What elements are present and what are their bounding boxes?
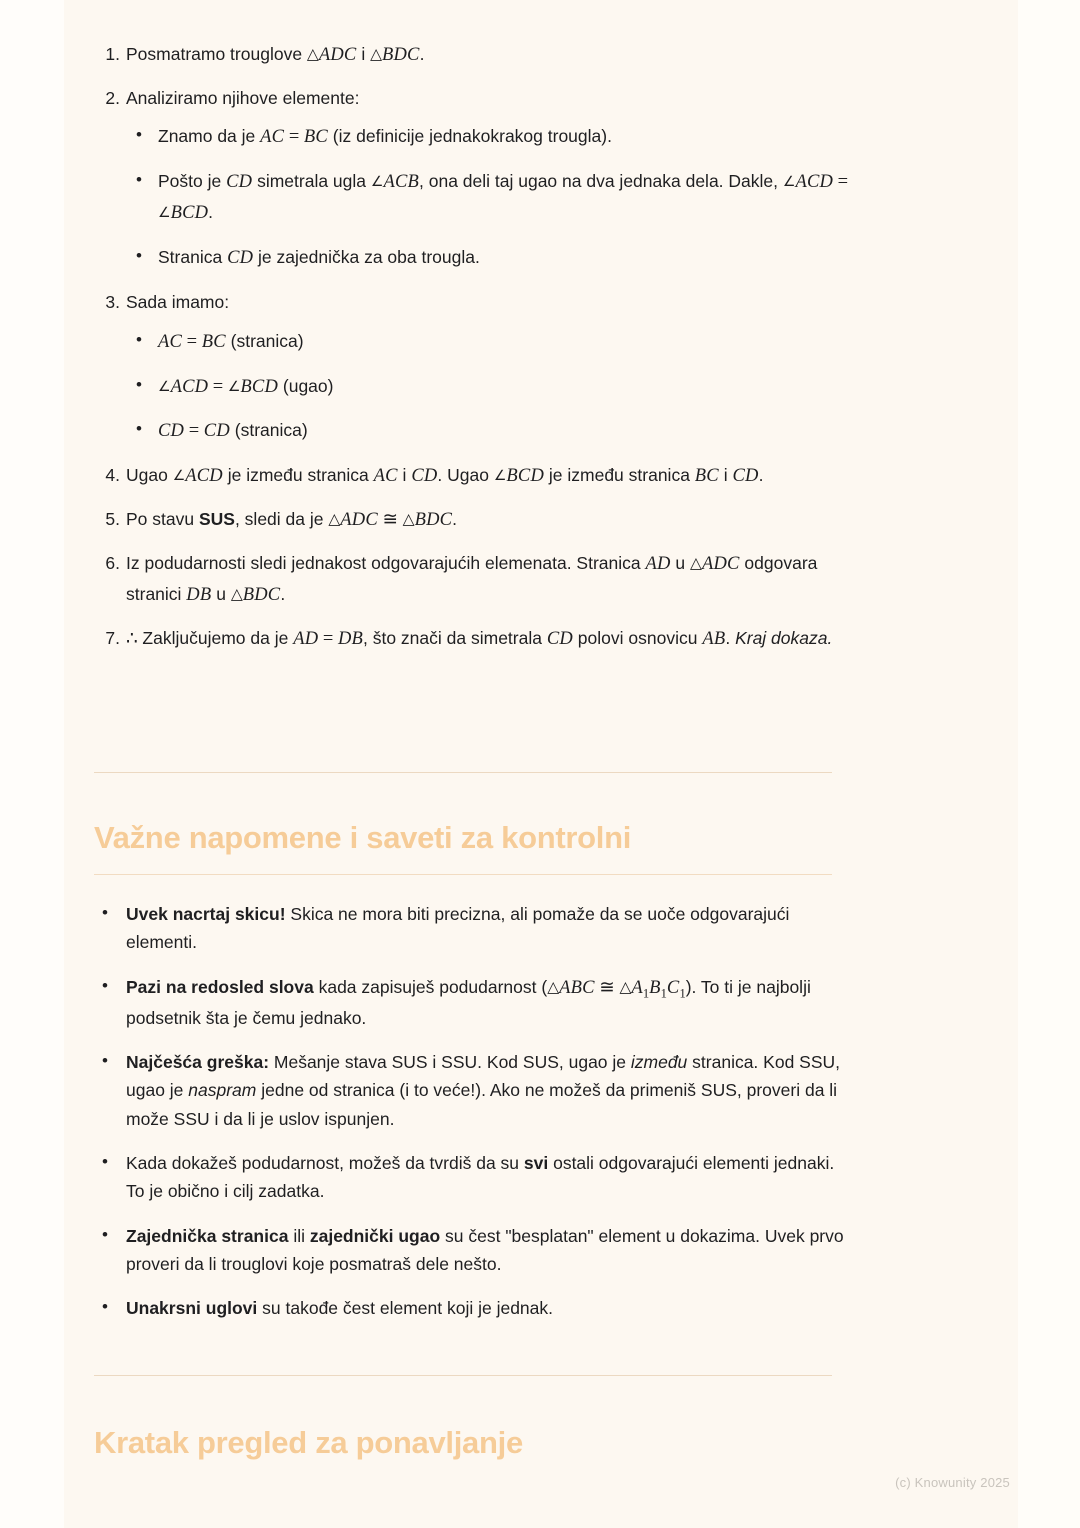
proof-step-text (126, 465, 763, 485)
tip-item (94, 1222, 854, 1279)
triangle-icon: △ (690, 554, 702, 573)
substep-text: Znamo da je (158, 126, 261, 147)
substep-text: (ugao) (278, 375, 334, 396)
tip-math-var: ABC (559, 977, 595, 998)
step-text: i (718, 465, 733, 486)
tip-math-var: C (666, 977, 680, 998)
step-italic: Kraj dokaza. (735, 628, 833, 649)
step-text: je između stranica (222, 465, 374, 486)
step-math-var: CD (546, 629, 573, 650)
section-divider-bottom (94, 1375, 832, 1376)
proof-step-text (126, 628, 832, 648)
substep-math-var: BC (303, 127, 328, 148)
tip-math-subscript: 1 (660, 986, 667, 1001)
substep-math-op: = (208, 376, 228, 397)
step-text: Ugao (126, 465, 173, 486)
step-emphasis: SUS (198, 509, 235, 530)
tip-text: su čest "besplatan" element u dokazima. Uvek prvo proveri da li trouglovi koje posmatraš dele nešto. (126, 1225, 844, 1275)
step-math-var: ADC (701, 554, 740, 575)
triangle-icon: △ (230, 585, 243, 604)
tip-item (94, 900, 854, 957)
proof-step-text (126, 292, 229, 312)
step-math-var: ADC (318, 45, 357, 65)
substep-text: . (208, 202, 214, 223)
page-left-margin (0, 0, 64, 1528)
tip-emphasis: Unakrsni uglovi (126, 1298, 258, 1319)
tip-text: Skica ne mora biti precizna, ali pomaže da se uoče odgovarajući elementi. (126, 904, 790, 953)
proof-substep (126, 327, 862, 358)
substep-text: , ona deli taj ugao na dva jednaka dela. Dakle, (419, 171, 783, 192)
tip-item (94, 973, 854, 1032)
angle-icon: ∠ (172, 468, 186, 485)
proof-step (94, 84, 862, 274)
substep-math-var: BCD (170, 203, 209, 224)
triangle-icon: △ (619, 977, 632, 996)
tip-text: Kada dokažeš podudarnost, možeš da tvrdiš da su (126, 1153, 524, 1174)
proof-steps-list (94, 40, 862, 655)
step-text: Posmatramo trouglove (126, 44, 307, 64)
substep-math-var: BC (201, 331, 226, 352)
substep-text: Pošto je (158, 171, 227, 192)
proof-step-text (126, 509, 457, 529)
substep-text: je zajednička za oba trougla. (253, 247, 480, 268)
substep-text: Stranica (158, 247, 228, 268)
tip-emphasis: Pazi na redosled slova (126, 976, 314, 997)
step-text: i (397, 465, 412, 486)
copyright-watermark: (c) Knowunity 2025 (895, 1475, 1010, 1490)
step-math-op: ∴ (126, 629, 143, 650)
tip-text: kada zapisuješ podudarnost ( (313, 976, 548, 997)
step-math-var: AC (373, 466, 398, 487)
proof-step-number: 2. (105, 87, 120, 108)
substep-math-var: CD (227, 248, 254, 269)
tip-item (94, 1294, 854, 1322)
step-text: . (280, 584, 286, 605)
substep-math-var: CD (226, 172, 253, 193)
step-math-var: AB (702, 629, 726, 650)
step-math-var: BDC (242, 585, 281, 606)
tip-math-op: ≅ (594, 977, 620, 998)
tip-text: Mešanje stava SUS i SSU. Kod SUS, ugao je (269, 1052, 631, 1072)
substep-math-var: AC (260, 127, 285, 148)
step-math-var: AD (293, 629, 319, 650)
proof-step-number: 3. (105, 292, 120, 313)
summary-section-title: Kratak pregled za ponavljanje (94, 1425, 523, 1460)
angle-icon: ∠ (370, 174, 384, 191)
step-math-var: AD (645, 554, 671, 575)
proof-substep (126, 122, 862, 153)
triangle-icon: △ (370, 45, 382, 63)
substep-math-var: CD (203, 421, 230, 442)
substep-math-var: ACD (795, 172, 834, 193)
step-math-var: ADC (340, 510, 378, 531)
tip-text: jedne od stranica (i to veće!). Ako ne možeš da primeniš SUS, proveri da li može SSU i da li je uslov ispunjen. (126, 1080, 838, 1129)
substep-math-var: ACD (170, 376, 209, 397)
step-text: Po stavu (126, 509, 199, 530)
tip-math-var: B (649, 977, 661, 998)
triangle-icon: △ (328, 510, 341, 529)
proof-step (94, 461, 862, 492)
substep-math-var: ACB (383, 172, 419, 193)
angle-icon: ∠ (493, 468, 507, 485)
step-text: je između stranica (544, 465, 695, 486)
step-text: . (725, 628, 736, 649)
step-math-var: CD (411, 466, 438, 487)
step-text: u (211, 584, 231, 605)
proof-step (94, 40, 862, 71)
tip-emphasis: zajednički ugao (309, 1225, 441, 1246)
step-text: . (452, 509, 458, 530)
tip-italic: naspram (188, 1080, 257, 1101)
step-math-var: DB (337, 629, 363, 650)
substep-math-op: = (182, 331, 202, 352)
step-text: odgovara stranici (126, 553, 818, 605)
step-math-var: ACD (185, 466, 223, 487)
step-text: Analiziramo njihove elemente: (126, 87, 360, 108)
proof-step-text (126, 88, 359, 108)
proof-substep-list (126, 122, 862, 274)
step-text: Sada imamo: (126, 292, 230, 313)
proof-step-text (126, 44, 424, 64)
substep-text: (iz definicije jednakokrakog trougla). (327, 126, 612, 147)
substep-math-op: = (833, 172, 849, 193)
step-text: u (670, 553, 691, 574)
angle-icon: ∠ (782, 174, 796, 191)
substep-math-op: = (184, 421, 204, 442)
step-text: . (758, 465, 764, 486)
tip-text: stranica. Kod SSU, ugao je (126, 1052, 841, 1101)
tip-math-subscript: 1 (679, 986, 686, 1001)
tips-list (94, 900, 854, 1339)
tip-emphasis: Uvek nacrtaj skicu! (126, 904, 286, 924)
substep-math-op: = (284, 127, 304, 148)
proof-step (94, 624, 862, 655)
step-math-var: DB (186, 585, 212, 606)
tip-item (94, 1048, 854, 1133)
substep-text: (stranica) (225, 330, 304, 351)
substep-text: (stranica) (229, 420, 308, 441)
substep-math-var: AC (158, 331, 183, 352)
notes-title-rule (94, 874, 832, 875)
step-text: i (356, 44, 371, 64)
proof-step-number: 4. (105, 465, 120, 486)
step-text: , sledi da je (234, 509, 329, 530)
proof-step-number: 6. (105, 553, 120, 574)
step-text: Iz podudarnosti sledi jednakost odgovarajućih elemenata. Stranica (126, 553, 646, 574)
proof-step (94, 549, 862, 611)
proof-substep (126, 372, 862, 403)
angle-icon: ∠ (227, 378, 241, 395)
triangle-icon: △ (306, 45, 319, 63)
notes-section-title: Važne napomene i saveti za kontrolni (94, 820, 632, 855)
triangle-icon: △ (402, 510, 415, 529)
step-math-var: BC (694, 466, 719, 487)
step-text: Zaključujemo da je (142, 628, 294, 649)
proof-steps-block (94, 40, 862, 668)
substep-math-var: BCD (240, 376, 279, 397)
proof-substep (126, 167, 862, 229)
step-text: , što znači da simetrala (363, 628, 547, 649)
substep-text: simetrala ugla (252, 171, 371, 192)
proof-substep-list (126, 327, 862, 448)
step-math-var: BDC (382, 45, 420, 65)
step-math-var: CD (732, 466, 759, 487)
step-text: . Ugao (437, 465, 494, 486)
step-text: polovi osnovicu (572, 628, 703, 649)
proof-step-text (126, 553, 817, 604)
angle-icon: ∠ (158, 205, 171, 222)
step-math-var: BCD (506, 466, 545, 487)
page-content (64, 0, 1018, 1528)
proof-step-number: 5. (105, 509, 120, 530)
tip-item (94, 1149, 854, 1206)
tip-math-subscript: 1 (642, 986, 650, 1001)
proof-substep (126, 243, 862, 274)
triangle-icon: △ (547, 977, 560, 996)
proof-substep (126, 416, 862, 447)
proof-step-number: 1. (105, 44, 120, 64)
tip-text: ). To ti je najbolji podsetnik šta je čemu jednako. (126, 976, 811, 1028)
proof-step (94, 288, 862, 447)
tip-emphasis: svi (523, 1153, 549, 1174)
tip-italic: između (630, 1052, 688, 1072)
tip-text: su takođe čest element koji je jednak. (257, 1298, 554, 1319)
tip-emphasis: Najčešća greška: (126, 1052, 270, 1072)
tip-text: ili (288, 1225, 310, 1246)
section-divider-top (94, 772, 832, 773)
tip-emphasis: Zajednička stranica (126, 1225, 289, 1246)
tip-text: ostali odgovarajući elementi jednaki. To je obično i cilj zadatka. (126, 1153, 835, 1202)
proof-step (94, 505, 862, 536)
tip-math-var: A (631, 977, 643, 998)
substep-math-var: CD (158, 421, 185, 442)
angle-icon: ∠ (158, 378, 171, 395)
step-math-op: ≅ (377, 510, 403, 531)
step-math-var: BDC (414, 510, 453, 531)
step-math-op: = (318, 629, 338, 650)
step-text: . (419, 44, 425, 64)
page-right-margin (1018, 0, 1080, 1528)
proof-step-number: 7. (105, 628, 120, 649)
